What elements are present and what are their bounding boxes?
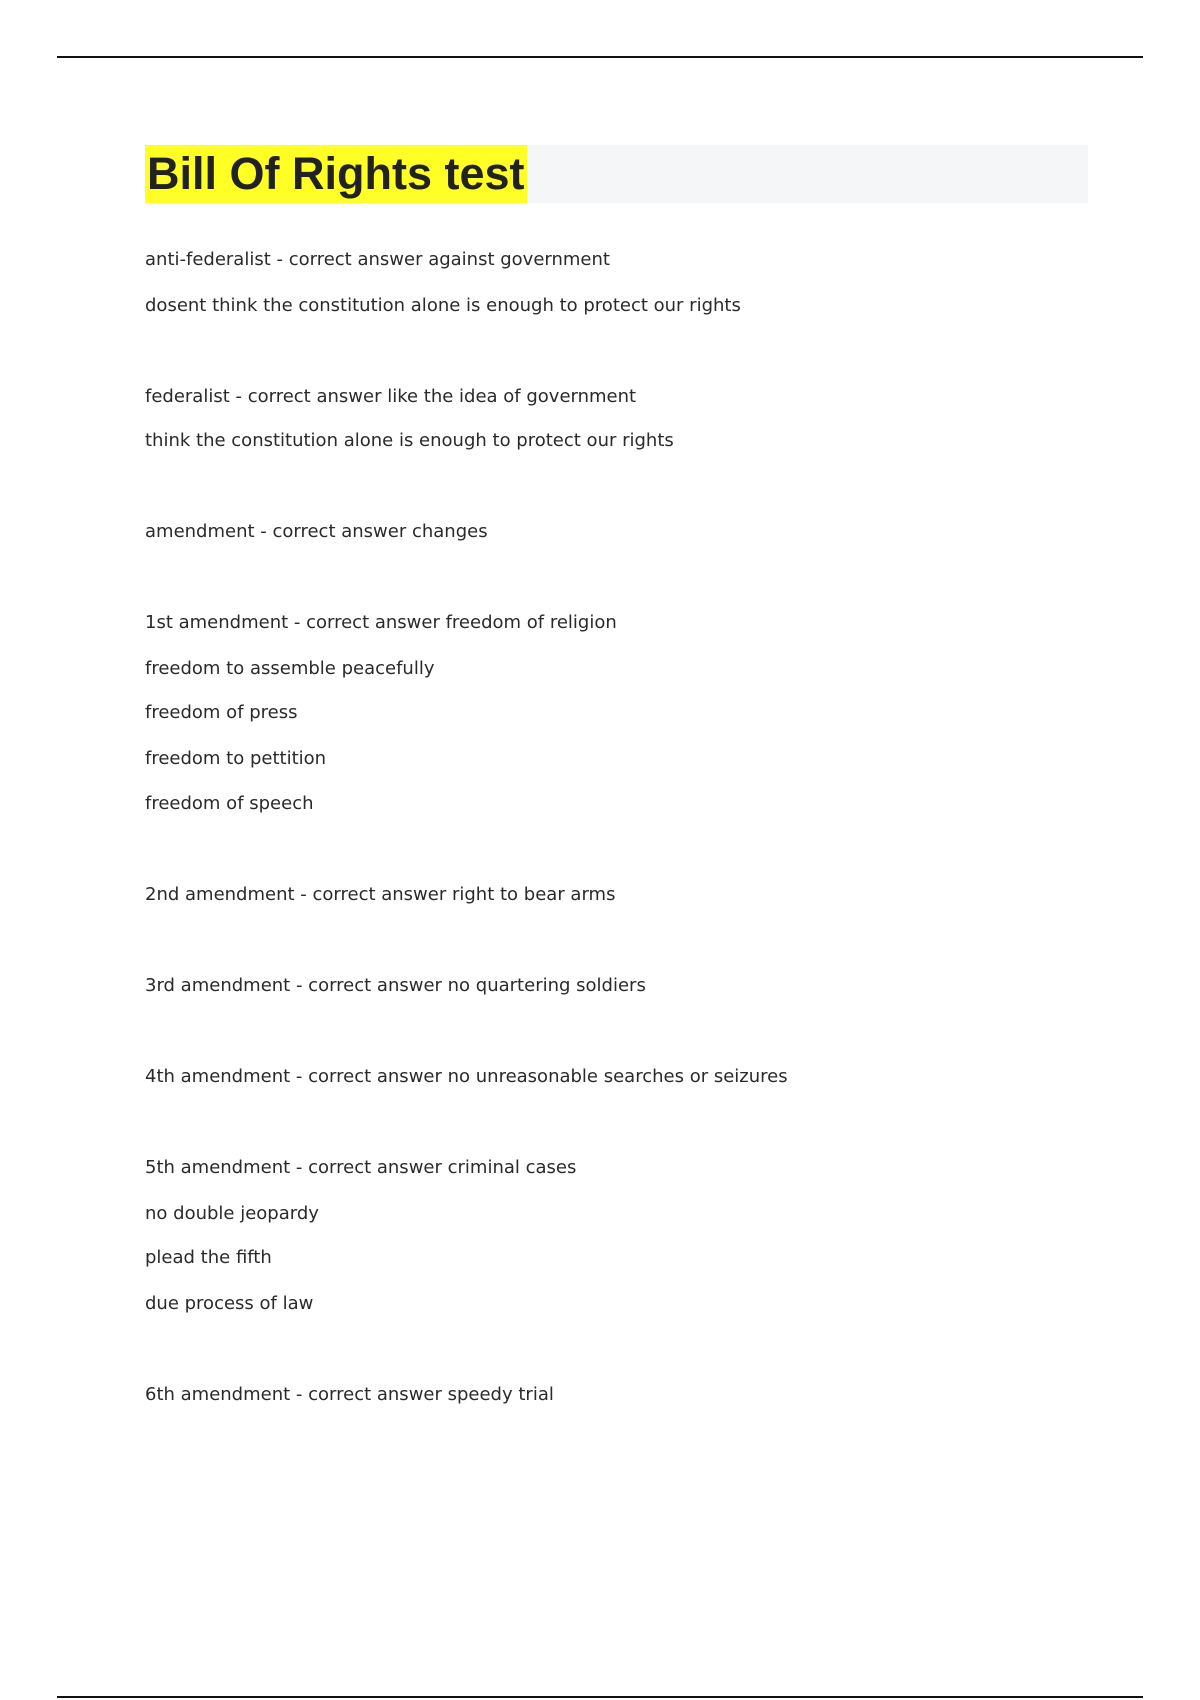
entry-line: think the constitution alone is enough to protect our rights — [145, 430, 674, 451]
entry-line: 1st amendment - correct answer freedom of religion — [145, 612, 617, 633]
entry-line: 5th amendment - correct answer criminal cases — [145, 1157, 577, 1178]
entry-line: due process of law — [145, 1293, 314, 1314]
entry-line: 2nd amendment - correct answer right to bear arms — [145, 884, 616, 905]
entry-line: 3rd amendment - correct answer no quartering soldiers — [145, 975, 646, 996]
entry-line: 6th amendment - correct answer speedy trial — [145, 1384, 554, 1405]
header-rule — [57, 56, 1143, 58]
entry-line: no double jeopardy — [145, 1203, 319, 1224]
entry-line: freedom of speech — [145, 793, 314, 814]
entry-line: dosent think the constitution alone is enough to protect our rights — [145, 295, 741, 316]
entry-line: freedom to pettition — [145, 748, 327, 769]
entry-line: federalist - correct answer like the idea of government — [145, 386, 637, 407]
entry-line: freedom of press — [145, 702, 298, 723]
footer-rule — [57, 1696, 1143, 1698]
document-title: Bill Of Rights test — [145, 145, 527, 203]
entry-line: 4th amendment - correct answer no unreasonable searches or seizures — [145, 1066, 788, 1087]
entry-line: amendment - correct answer changes — [145, 521, 488, 542]
entry-line: anti-federalist - correct answer against government — [145, 249, 610, 270]
entry-line: freedom to assemble peacefully — [145, 658, 435, 679]
entry-line: plead the fifth — [145, 1247, 272, 1268]
